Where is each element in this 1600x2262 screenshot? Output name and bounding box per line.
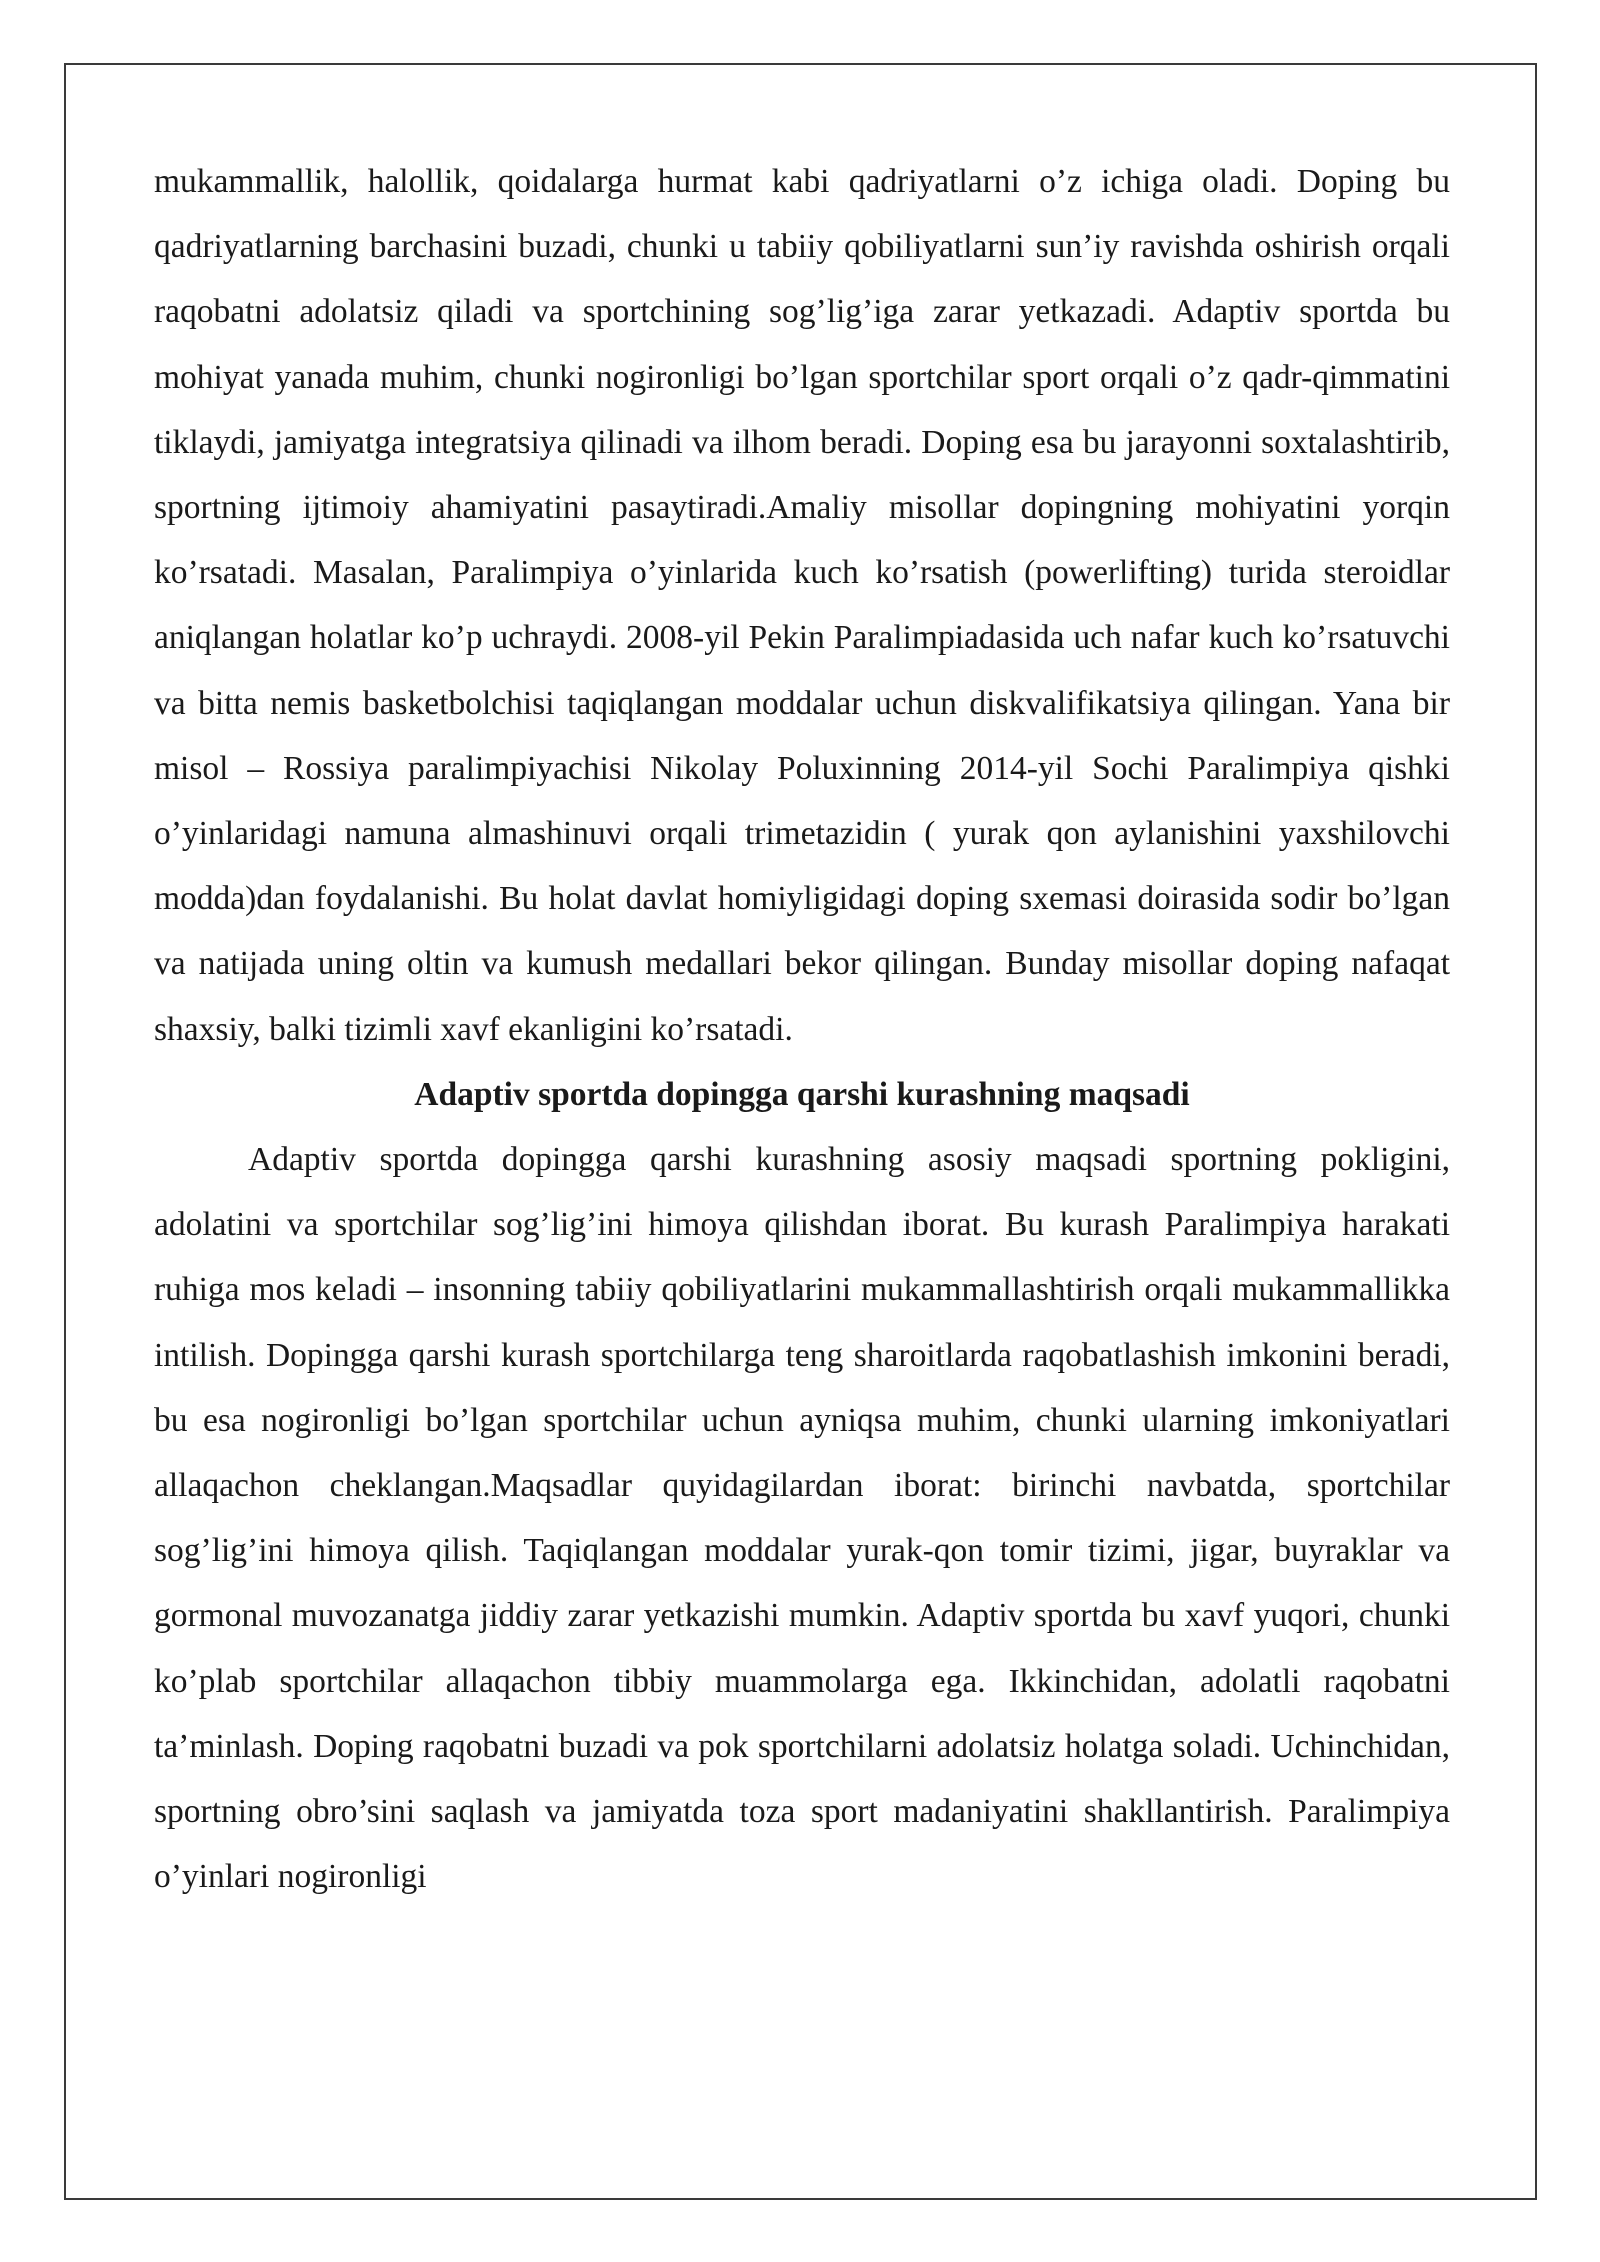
- section-heading: Adaptiv sportda dopingga qarshi kurashning maqsadi: [414, 1075, 1190, 1113]
- body-paragraph-2: Adaptiv sportda dopingga qarshi kurashning asosiy maqsadi sportning pokligini, adolatini va sportchilar sog’lig’ini himoya qilishdan iborat. Bu kurash Paralimpiya harakati ruhiga mos keladi – insonning tabiiy qobiliyatlarini mukammallashtirish orqali mukammallikka intilish. Dopingga qarshi kurash sportchilarga teng sharoitlarda raqobatlashish imkonini beradi, bu esa nogironligi bo’lgan sportchilar uchun ayniqsa muhim, chunki ularning imkoniyatlari allaqachon cheklangan.Maqsadlar quyidagilardan iborat: birinchi navbatda, sportchilar sog’lig’ini himoya qilish. Taqiqlangan moddalar yurak-qon tomir tizimi, jigar, buyraklar va gormonal muvozanatga jiddiy zarar yetkazishi mumkin. Adaptiv sportda bu xavf yuqori, chunki ko’plab sportchilar allaqachon tibbiy muammolarga ega. Ikkinchidan, adolatli raqobatni ta’minlash. Doping raqobatni buzadi va pok sportchilarni adolatsiz holatga soladi. Uchinchidan, sportning obro’sini saqlash va jamiyatda toza sport madaniyatini shakllantirish. Paralimpiya o’yinlari nogironligi: [154, 1141, 1450, 1896]
- body-paragraph-1: mukammallik, halollik, qoidalarga hurmat kabi qadriyatlarni o’z ichiga oladi. Doping bu qadriyatlarning barchasini buzadi, chunki u tabiiy qobiliyatlarni sun’iy ravishda oshirish orqali raqobatni adolatsiz qiladi va sportchining sog’lig’iga zarar yetkazadi. Adaptiv sportda bu mohiyat yanada muhim, chunki nogironligi bo’lgan sportchilar sport orqali o’z qadr-qimmatini tiklaydi, jamiyatga integratsiya qilinadi va ilhom beradi. Doping esa bu jarayonni soxtalashtirib, sportning ijtimoiy ahamiyatini pasaytiradi.Amaliy misollar dopingning mohiyatini yorqin ko’rsatadi. Masalan, Paralimpiya o’yinlarida kuch ko’rsatish (powerlifting) turida steroidlar aniqlangan holatlar ko’p uchraydi. 2008-yil Pekin Paralimpiadasida uch nafar kuch ko’rsatuvchi va bitta nemis basketbolchisi taqiqlangan moddalar uchun diskvalifikatsiya qilingan. Yana bir misol – Rossiya paralimpiyachisi Nikolay Poluxinning 2014-yil Sochi Paralimpiya qishki o’yinlaridagi namuna almashinuvi orqali trimetazidin ( yurak qon aylanishini yaxshilovchi modda)dan foydalanishi. Bu holat davlat homiyligidagi doping sxemasi doirasida sodir bo’lgan va natijada uning oltin va kumush medallari bekor qilingan. Bunday misollar doping nafaqat shaxsiy, balki tizimli xavf ekanligini ko’rsatadi.: [154, 163, 1450, 1048]
- document-body: [154, 149, 1450, 1909]
